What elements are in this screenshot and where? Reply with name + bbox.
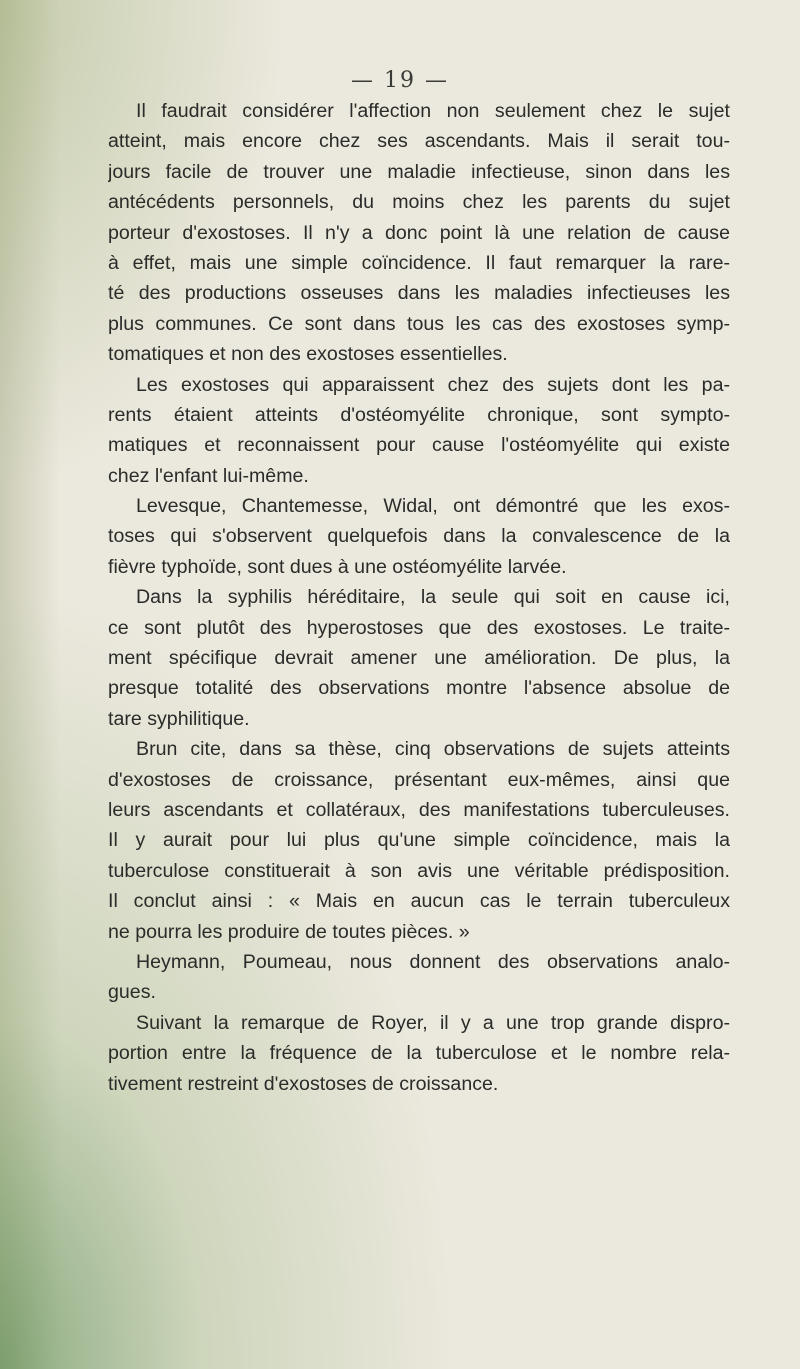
text-line: toses qui s'observent quelquefois dans la convalescence de la (108, 525, 730, 548)
text-line: gues. (108, 981, 156, 1004)
text-line: atteint, mais encore chez ses ascendants. Mais il serait tou- (108, 130, 730, 153)
text-line: Suivant la remarque de Royer, il y a une trop grande dispro- (136, 1011, 730, 1034)
text-line: à effet, mais une simple coïncidence. Il faut remarquer la rare- (108, 251, 730, 274)
text-line: ne pourra les produire de toutes pièces. » (108, 920, 470, 943)
text-line: jours facile de trouver une maladie infectieuse, sinon dans les (108, 160, 730, 183)
text-line: tivement restreint d'exostoses de croissance. (108, 1072, 499, 1095)
body-text (108, 96, 730, 1099)
text-line: Brun cite, dans sa thèse, cinq observations de sujets atteints (136, 738, 730, 761)
text-line: porteur d'exostoses. Il n'y a donc point là une relation de cause (108, 221, 730, 244)
text-line: tare syphilitique. (108, 707, 250, 730)
text-line: Il conclut ainsi : « Mais en aucun cas le terrain tuberculeux (108, 890, 730, 913)
text-line: matiques et reconnaissent pour cause l'ostéomyélite qui existe (108, 434, 730, 457)
text-line: tomatiques et non des exostoses essentielles. (108, 343, 508, 366)
text-line: ment spécifique devrait amener une amélioration. De plus, la (108, 647, 730, 670)
text-line: antécédents personnels, du moins chez les parents du sujet (108, 191, 730, 214)
text-line: tuberculose constituerait à son avis une véritable prédisposition. (108, 859, 730, 882)
text-line: rents étaient atteints d'ostéomyélite chronique, sont sympto- (108, 403, 730, 426)
text-line: Dans la syphilis héréditaire, la seule qui soit en cause ici, (136, 586, 730, 609)
text-line: portion entre la fréquence de la tuberculose et le nombre rela- (108, 1042, 730, 1065)
text-line: fièvre typhoïde, sont dues à une ostéomyélite larvée. (108, 555, 567, 578)
text-line: té des productions osseuses dans les maladies infectieuses les (108, 282, 730, 305)
text-line: Il faudrait considérer l'affection non seulement chez le sujet (136, 100, 730, 122)
text-line: plus communes. Ce sont dans tous les cas des exostoses symp- (108, 312, 730, 335)
text-line: Levesque, Chantemesse, Widal, ont démontré que les exos- (136, 495, 730, 518)
text-line: leurs ascendants et collatéraux, des manifestations tuberculeuses. (108, 798, 730, 821)
text-line: d'exostoses de croissance, présentant eux-mêmes, ainsi que (108, 768, 730, 791)
text-line: Heymann, Poumeau, nous donnent des observations analo- (136, 950, 730, 973)
page-number: — 19 — (351, 68, 449, 93)
text-line: presque totalité des observations montre l'absence absolue de (108, 677, 730, 700)
text-line: Il y aurait pour lui plus qu'une simple coïncidence, mais la (108, 829, 730, 852)
text-line: chez l'enfant lui-même. (108, 464, 309, 487)
text-line: Les exostoses qui apparaissent chez des sujets dont les pa- (136, 373, 730, 396)
text-line: ce sont plutôt des hyperostoses que des exostoses. Le traite- (108, 616, 730, 639)
